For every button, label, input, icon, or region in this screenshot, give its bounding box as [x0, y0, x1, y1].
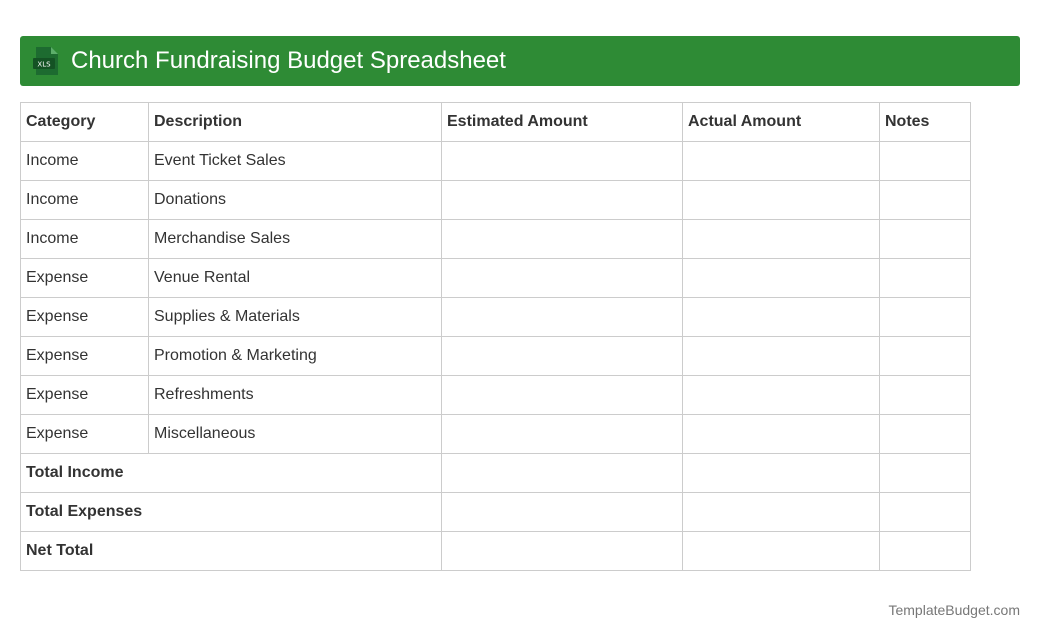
actual-amount-cell[interactable] [683, 142, 880, 181]
total-expenses-label: Total Expenses [21, 493, 442, 532]
net-total-actual-cell[interactable] [683, 532, 880, 571]
net-total-notes-cell[interactable] [880, 532, 971, 571]
notes-cell[interactable] [880, 376, 971, 415]
total-expenses-row [21, 493, 971, 532]
footer-brand-link[interactable]: TemplateBudget.com [888, 602, 1020, 618]
column-header-category: Category [21, 103, 149, 142]
total-expenses-notes-cell[interactable] [880, 493, 971, 532]
page-title: Church Fundraising Budget Spreadsheet [71, 47, 506, 74]
estimated-amount-cell[interactable] [442, 298, 683, 337]
total-income-notes-cell[interactable] [880, 454, 971, 493]
column-header-estimated-amount: Estimated Amount [442, 103, 683, 142]
table-row [21, 259, 971, 298]
net-total-estimated-cell[interactable] [442, 532, 683, 571]
description-cell: Merchandise Sales [149, 220, 442, 259]
category-cell: Expense [21, 298, 149, 337]
title-bar [20, 36, 1020, 86]
total-income-actual-cell[interactable] [683, 454, 880, 493]
estimated-amount-cell[interactable] [442, 337, 683, 376]
category-cell: Expense [21, 259, 149, 298]
notes-cell[interactable] [880, 142, 971, 181]
table-header-row [21, 103, 971, 142]
estimated-amount-cell[interactable] [442, 259, 683, 298]
table-row [21, 142, 971, 181]
category-cell: Income [21, 181, 149, 220]
total-income-row [21, 454, 971, 493]
net-total-row [21, 532, 971, 571]
total-income-label: Total Income [21, 454, 442, 493]
table-row [21, 181, 971, 220]
actual-amount-cell[interactable] [683, 337, 880, 376]
actual-amount-cell[interactable] [683, 415, 880, 454]
category-cell: Income [21, 220, 149, 259]
total-expenses-estimated-cell[interactable] [442, 493, 683, 532]
actual-amount-cell[interactable] [683, 376, 880, 415]
notes-cell[interactable] [880, 337, 971, 376]
budget-table [20, 102, 971, 571]
description-cell: Miscellaneous [149, 415, 442, 454]
xls-icon-label: XLS [37, 60, 51, 69]
description-cell: Donations [149, 181, 442, 220]
notes-cell[interactable] [880, 259, 971, 298]
column-header-actual-amount: Actual Amount [683, 103, 880, 142]
estimated-amount-cell[interactable] [442, 415, 683, 454]
actual-amount-cell[interactable] [683, 298, 880, 337]
category-cell: Expense [21, 376, 149, 415]
table-row [21, 376, 971, 415]
description-cell: Venue Rental [149, 259, 442, 298]
table-row [21, 298, 971, 337]
description-cell: Refreshments [149, 376, 442, 415]
total-income-estimated-cell[interactable] [442, 454, 683, 493]
notes-cell[interactable] [880, 298, 971, 337]
notes-cell[interactable] [880, 181, 971, 220]
notes-cell[interactable] [880, 415, 971, 454]
description-cell: Supplies & Materials [149, 298, 442, 337]
notes-cell[interactable] [880, 220, 971, 259]
category-cell: Expense [21, 415, 149, 454]
actual-amount-cell[interactable] [683, 181, 880, 220]
estimated-amount-cell[interactable] [442, 142, 683, 181]
description-cell: Promotion & Marketing [149, 337, 442, 376]
category-cell: Income [21, 142, 149, 181]
table-row [21, 415, 971, 454]
column-header-description: Description [149, 103, 442, 142]
table-row [21, 220, 971, 259]
estimated-amount-cell[interactable] [442, 376, 683, 415]
estimated-amount-cell[interactable] [442, 181, 683, 220]
net-total-label: Net Total [21, 532, 442, 571]
estimated-amount-cell[interactable] [442, 220, 683, 259]
description-cell: Event Ticket Sales [149, 142, 442, 181]
actual-amount-cell[interactable] [683, 220, 880, 259]
actual-amount-cell[interactable] [683, 259, 880, 298]
total-expenses-actual-cell[interactable] [683, 493, 880, 532]
table-row [21, 337, 971, 376]
column-header-notes: Notes [880, 103, 971, 142]
xls-file-icon [32, 46, 60, 76]
category-cell: Expense [21, 337, 149, 376]
